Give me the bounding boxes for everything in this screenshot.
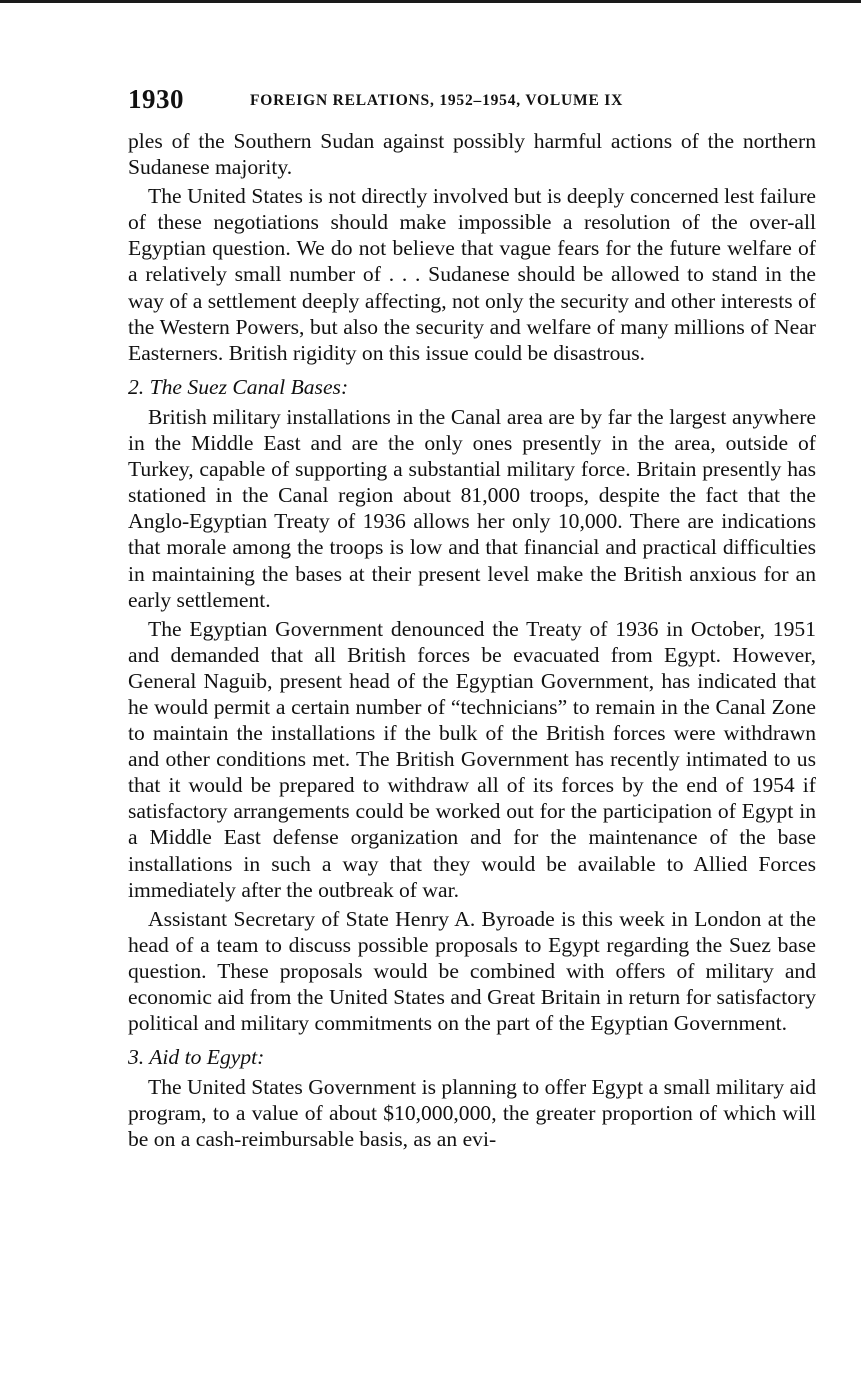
top-border-rule [0,0,861,3]
paragraph-egyptian-government: The Egyptian Government denounced the Treaty of 1936 in October, 1951 and demanded that all British forces be evacuated from Egypt. However, General Naguib, present head of the Egyptian Government, has indicated that he would permit a certain number of “technicians” to remain in the Canal Zone to maintain the installations if the bulk of the British forces were withdrawn and other conditions met. The British Government has recently intimated to us that it would be prepared to withdraw all of its forces by the end of 1954 if satisfactory arrangements could be worked out for the participation of Egypt in a Middle East defense organization and for the maintenance of the base installations in such a way that they would be available to Allied Forces immediately after the outbreak of war. [128,616,816,902]
running-head: FOREIGN RELATIONS, 1952–1954, VOLUME IX [250,92,624,109]
paragraph-continued: ples of the Southern Sudan against possibly harmful actions of the northern Sudanese majority. [128,129,816,180]
section-heading-suez [128,374,816,400]
section-title: The Suez Canal Bases: [149,374,349,399]
paragraph-british-installations: British military installations in the Canal area are by far the largest anywhere in the Middle East and are the only ones presently in the area, outside of Turkey, capable of supporting a substantial military force. Britain presently has stationed in the Canal region about 81,000 troops, despite the fact that the Anglo-Egyptian Treaty of 1936 allows her only 10,000. There are indications that morale among the troops is low and that financial and practical difficulties in maintaining the bases at their present level make the British anxious for an early settlement. [128,404,816,612]
page-header [128,84,816,128]
page-number: 1930 [128,84,184,114]
paragraph-byroade-london: Assistant Secretary of State Henry A. Byroade is this week in London at the head of a team to discuss possible proposals to Egypt regarding the Suez base question. These proposals would be combined with offers of military and economic aid from the United States and Great Britain in return for satisfactory political and military commitments on the part of the Egyptian Government. [128,906,816,1036]
document-page [128,84,816,1153]
body-text [128,128,816,1153]
section-number: 2. [128,374,145,399]
section-title: Aid to Egypt: [149,1045,265,1070]
section-number: 3. [128,1045,145,1070]
section-heading-aid [128,1044,816,1070]
paragraph-us-position: The United States is not directly involved but is deeply concerned lest failure of these negotiations should make impossible a resolution of the over-all Egyptian question. We do not believe that vague fears for the future welfare of a relatively small number of . . . Sudanese should be allowed to stand in the way of a settlement deeply affecting, not only the security and other interests of the Western Powers, but also the security and welfare of many millions of Near Easterners. British rigidity on this issue could be disastrous. [128,184,816,365]
paragraph-aid-program: The United States Government is planning to offer Egypt a small military aid program, to a value of about $10,000,000, the greater proportion of which will be on a cash-reimbursable basis, as an evi- [128,1075,816,1152]
